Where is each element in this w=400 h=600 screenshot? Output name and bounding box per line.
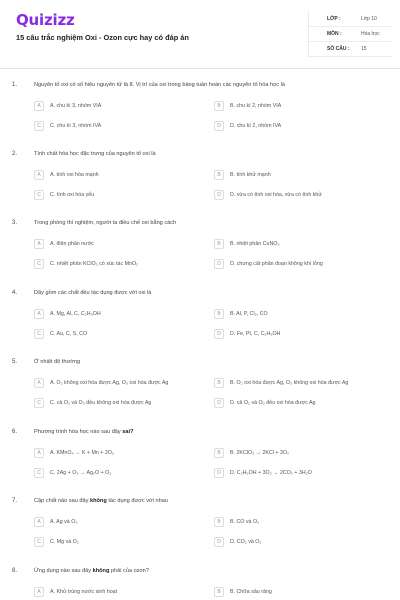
option-b[interactable] <box>214 517 384 528</box>
option-text: A. Khử trùng nước sinh hoạt <box>50 589 118 595</box>
question-number: 1. <box>12 82 18 88</box>
option-letter: D <box>214 468 224 478</box>
option-b[interactable] <box>214 587 384 598</box>
option-text: C. 2Ag + O₃ → Ag₂O + O₂ <box>50 470 112 476</box>
option-text: A. tính oxi hóa mạnh <box>50 172 99 178</box>
option-text: D. chưng cất phân đoạn không khí lỏng <box>230 261 323 267</box>
option-c[interactable] <box>34 121 204 132</box>
option-c[interactable] <box>34 259 204 270</box>
option-text: B. Chữa sâu răng <box>230 589 272 595</box>
option-d[interactable] <box>214 121 384 132</box>
option-letter: D <box>214 259 224 269</box>
option-a[interactable] <box>34 170 204 181</box>
option-a[interactable] <box>34 378 204 389</box>
option-b[interactable] <box>214 378 384 389</box>
option-letter: B <box>214 587 224 597</box>
option-text: D. vừa có tính oxi hóa, vừa có tính khử <box>230 192 322 198</box>
option-b[interactable] <box>214 448 384 459</box>
option-letter: C <box>34 259 44 269</box>
option-letter: D <box>214 398 224 408</box>
header-divider <box>0 68 400 69</box>
option-text: A. KMnO₄ → K + Mn + 2O₂ <box>50 450 114 456</box>
option-letter: C <box>34 329 44 339</box>
meta-label: MÔN : <box>327 31 342 37</box>
worksheet-header <box>0 0 400 68</box>
question-number: 6. <box>12 429 18 435</box>
option-text: A. chu kì 3, nhóm VIA <box>50 103 102 109</box>
meta-row-count <box>309 42 393 57</box>
option-b[interactable] <box>214 170 384 181</box>
option-text: C. chu kì 3, nhóm IVA <box>50 123 102 129</box>
option-text: D. CO₂ và O₂ <box>230 539 262 545</box>
option-text: A. Mg, Al, C, C₂H₅OH <box>50 311 101 317</box>
question-number: 3. <box>12 220 18 226</box>
option-text: A. Ag và O₃ <box>50 519 78 525</box>
option-text: B. O₂ oxi hóa được Ag, O₃ không oxi hóa được Ag <box>230 380 349 386</box>
option-a[interactable] <box>34 309 204 320</box>
option-text: D. chu kì 2, nhóm IVA <box>230 123 282 129</box>
option-letter: C <box>34 537 44 547</box>
option-text: B. 2KClO₃ → 2KCl + 3O₂ <box>230 450 290 456</box>
option-a[interactable] <box>34 517 204 528</box>
option-text: C. tính oxi hóa yếu <box>50 192 95 198</box>
option-letter: A <box>34 448 44 458</box>
option-letter: D <box>214 190 224 200</box>
quizizz-logo[interactable]: Quizizz <box>16 11 75 29</box>
option-text: B. chu kì 2, nhóm VIA <box>230 103 282 109</box>
option-letter: B <box>214 309 224 319</box>
question-text-main: Cặp chất nào sau đây <box>34 498 90 504</box>
option-letter: C <box>34 398 44 408</box>
option-d[interactable] <box>214 398 384 409</box>
option-letter: B <box>214 517 224 527</box>
question-emphasis: sai? <box>122 429 134 435</box>
option-a[interactable] <box>34 239 204 250</box>
question-text-tail: phải của ozon? <box>109 568 149 574</box>
question-text: Ở nhiệt độ thường <box>34 359 81 365</box>
question-text: Trong phòng thí nghiệm, người ta điều chế oxi bằng cách <box>34 220 177 226</box>
option-letter: D <box>214 329 224 339</box>
question-emphasis: không <box>89 498 107 504</box>
question-text <box>34 429 133 435</box>
option-text: C. cả O₂ và O₃ đều không oxi hóa được Ag <box>50 400 152 406</box>
option-c[interactable] <box>34 329 204 340</box>
option-text: D. cả O₂ và O₃ đều oxi hóa được Ag <box>230 400 316 406</box>
option-d[interactable] <box>214 190 384 201</box>
option-letter: A <box>34 378 44 388</box>
option-letter: B <box>214 101 224 111</box>
option-letter: C <box>34 121 44 131</box>
question-text: Tính chất hóa học đặc trưng của nguyên tố oxi là <box>34 151 156 157</box>
meta-value: Lớp 10 <box>361 16 377 22</box>
question-text <box>34 568 149 574</box>
question-number: 8. <box>12 568 18 574</box>
option-letter: D <box>214 121 224 131</box>
option-d[interactable] <box>214 259 384 270</box>
option-text: B. tính khử mạnh <box>230 172 271 178</box>
meta-value: Hóa học <box>361 31 380 37</box>
option-letter: B <box>214 378 224 388</box>
option-letter: A <box>34 239 44 249</box>
meta-box <box>308 11 392 58</box>
question-number: 2. <box>12 151 18 157</box>
option-text: B. CO và O₂ <box>230 519 260 525</box>
meta-label: SỐ CÂU : <box>327 46 350 52</box>
option-text: D. C₂H₅OH + 3O₂ → 2CO₂ + 3H₂O <box>230 470 312 476</box>
meta-value: 15 <box>361 46 367 52</box>
option-text: B. Al, P, Cl₂, CO <box>230 311 268 317</box>
option-a[interactable] <box>34 448 204 459</box>
option-d[interactable] <box>214 329 384 340</box>
option-d[interactable] <box>214 537 384 548</box>
option-c[interactable] <box>34 190 204 201</box>
option-d[interactable] <box>214 468 384 479</box>
option-letter: B <box>214 448 224 458</box>
option-text: B. nhiệt phân CuNO₃ <box>230 241 280 247</box>
option-b[interactable] <box>214 309 384 320</box>
meta-row-grade <box>309 12 393 27</box>
option-c[interactable] <box>34 468 204 479</box>
option-letter: A <box>34 309 44 319</box>
question-text <box>34 498 168 504</box>
option-letter: B <box>214 170 224 180</box>
question-text-main: Ứng dụng nào sau đây <box>34 568 93 574</box>
option-letter: A <box>34 517 44 527</box>
option-letter: A <box>34 101 44 111</box>
question-text: Dãy gồm các chất đều tác dụng được với oxi là <box>34 290 152 296</box>
meta-label: LỚP : <box>327 16 341 22</box>
option-a[interactable] <box>34 587 204 598</box>
option-b[interactable] <box>214 239 384 250</box>
document-title: 15 câu trắc nghiệm Oxi - Ozon cực hay có đáp án <box>16 33 189 42</box>
option-letter: A <box>34 170 44 180</box>
question-emphasis: không <box>92 568 110 574</box>
option-letter: D <box>214 537 224 547</box>
option-text: D. Fe, Pt, C, C₂H₅OH <box>230 331 281 337</box>
question-text-tail: tác dụng được với nhau <box>106 498 168 504</box>
question-text-main: Phương trình hóa học nào sau đây <box>34 429 123 435</box>
option-letter: C <box>34 190 44 200</box>
option-c[interactable] <box>34 398 204 409</box>
question-number: 7. <box>12 498 18 504</box>
option-letter: C <box>34 468 44 478</box>
question-text: Nguyên tố oxi có số hiệu nguyên tử là 8. Vị trí của oxi trong bảng tuần hoàn các nguyên tố hóa học là <box>34 82 285 88</box>
option-b[interactable] <box>214 101 384 112</box>
question-number: 4. <box>12 290 18 296</box>
option-text: A. điện phân nước <box>50 241 94 247</box>
option-letter: B <box>214 239 224 249</box>
option-text: C. Au, C, S, CO <box>50 331 88 337</box>
option-letter: A <box>34 587 44 597</box>
option-a[interactable] <box>34 101 204 112</box>
option-text: A. O₂ không oxi hóa được Ag, O₃ oxi hóa được Ag <box>50 380 169 386</box>
option-text: C. Mg và O₂ <box>50 539 79 545</box>
option-c[interactable] <box>34 537 204 548</box>
question-number: 5. <box>12 359 18 365</box>
meta-row-subject <box>309 27 393 42</box>
option-text: C. nhiệt phân KClO₃ có xúc tác MnO₂ <box>50 261 139 267</box>
